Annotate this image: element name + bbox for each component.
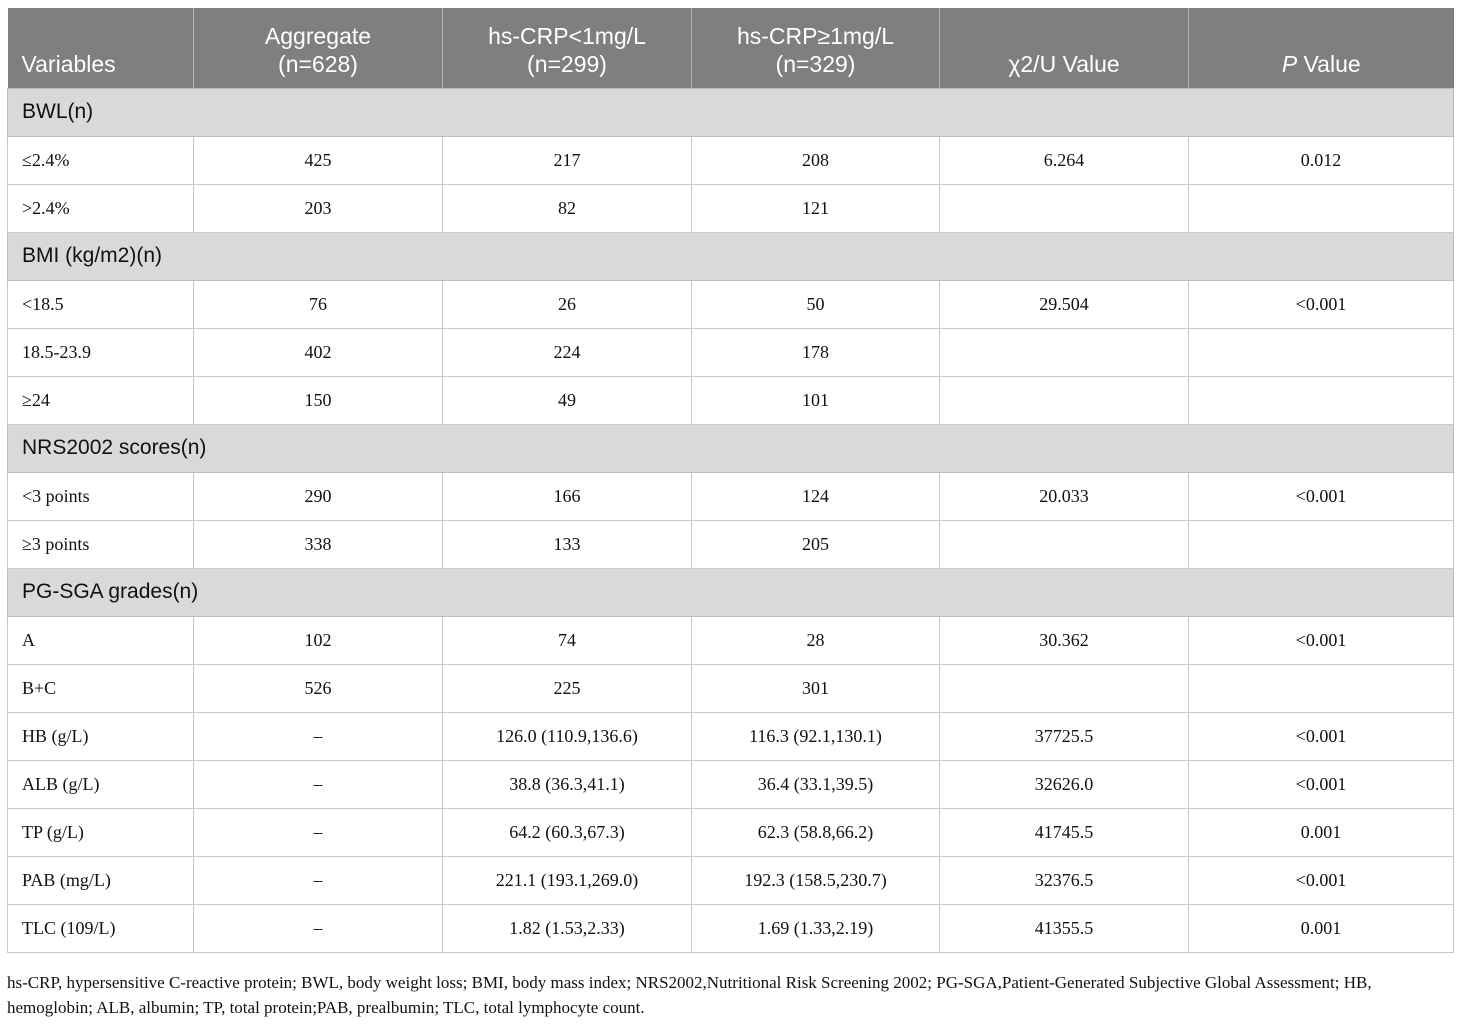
cell-high-crp: 62.3 (58.8,66.2) (692, 808, 940, 856)
section-row (8, 568, 1454, 616)
header-low-crp-line2: (n=299) (527, 50, 607, 77)
cell-low-crp: 26 (443, 280, 692, 328)
table-row (8, 280, 1454, 328)
table-row (8, 328, 1454, 376)
cell-aggregate: – (194, 712, 443, 760)
cell-variable: B+C (8, 664, 194, 712)
table-row (8, 376, 1454, 424)
header-variables: Variables (8, 8, 194, 88)
cell-high-crp: 178 (692, 328, 940, 376)
section-row (8, 232, 1454, 280)
cell-stat-value: 41745.5 (940, 808, 1189, 856)
table-row (8, 712, 1454, 760)
table-row (8, 472, 1454, 520)
table-row (8, 136, 1454, 184)
cell-variable: HB (g/L) (8, 712, 194, 760)
cell-high-crp: 28 (692, 616, 940, 664)
cell-high-crp: 101 (692, 376, 940, 424)
cell-low-crp: 217 (443, 136, 692, 184)
cell-stat-value: 41355.5 (940, 904, 1189, 952)
cell-p-value: <0.001 (1189, 760, 1454, 808)
cell-stat-value (940, 184, 1189, 232)
header-high-crp (692, 8, 940, 88)
header-aggregate-line1: Aggregate (264, 22, 372, 49)
cell-aggregate: 290 (194, 472, 443, 520)
cell-variable: ≥3 points (8, 520, 194, 568)
table-row (8, 520, 1454, 568)
cell-high-crp: 50 (692, 280, 940, 328)
cell-aggregate: 526 (194, 664, 443, 712)
cell-stat-value (940, 376, 1189, 424)
table-row (8, 664, 1454, 712)
cell-variable: PAB (mg/L) (8, 856, 194, 904)
cell-stat-value: 20.033 (940, 472, 1189, 520)
section-row (8, 88, 1454, 136)
header-low-crp (443, 8, 692, 88)
cell-aggregate: – (194, 856, 443, 904)
section-title: BWL(n) (8, 88, 1454, 136)
cell-high-crp: 192.3 (158.5,230.7) (692, 856, 940, 904)
table-header (8, 8, 1454, 88)
cell-stat-value: 6.264 (940, 136, 1189, 184)
cell-p-value: 0.001 (1189, 808, 1454, 856)
cell-variable: A (8, 616, 194, 664)
cell-variable: TLC (109/L) (8, 904, 194, 952)
cell-aggregate: 402 (194, 328, 443, 376)
table-row (8, 856, 1454, 904)
data-table-container (7, 8, 1453, 953)
cell-variable: <3 points (8, 472, 194, 520)
section-title: BMI (kg/m2)(n) (8, 232, 1454, 280)
cell-aggregate: – (194, 808, 443, 856)
table-row (8, 184, 1454, 232)
cell-p-value: <0.001 (1189, 856, 1454, 904)
cell-low-crp: 74 (443, 616, 692, 664)
cell-high-crp: 1.69 (1.33,2.19) (692, 904, 940, 952)
cell-stat-value: 32376.5 (940, 856, 1189, 904)
cell-stat-value: 37725.5 (940, 712, 1189, 760)
section-row (8, 424, 1454, 472)
cell-p-value: <0.001 (1189, 280, 1454, 328)
table-row (8, 808, 1454, 856)
header-high-crp-line1: hs-CRP≥1mg/L (736, 22, 895, 49)
header-aggregate (194, 8, 443, 88)
cell-high-crp: 301 (692, 664, 940, 712)
cell-variable: ≥24 (8, 376, 194, 424)
header-low-crp-line1: hs-CRP<1mg/L (488, 22, 646, 49)
cell-stat-value: 29.504 (940, 280, 1189, 328)
cell-low-crp: 224 (443, 328, 692, 376)
cell-variable: 18.5-23.9 (8, 328, 194, 376)
cell-variable: TP (g/L) (8, 808, 194, 856)
cell-stat-value: 30.362 (940, 616, 1189, 664)
cell-high-crp: 205 (692, 520, 940, 568)
section-title: NRS2002 scores(n) (8, 424, 1454, 472)
cell-aggregate: 150 (194, 376, 443, 424)
header-stat-value: χ2/U Value (940, 8, 1189, 88)
table-footnote: hs-CRP, hypersensitive C-reactive protein; BWL, body weight loss; BMI, body mass index; NRS2002,Nutritional Risk Screening 2002; PG-SGA,Patient-Generated Subjective Global Assessment; HB, hemoglobin; ALB, albumin; TP, total protein;PAB, prealbumin; TLC, total lymphocyte count. (7, 973, 1372, 1017)
cell-p-value: <0.001 (1189, 616, 1454, 664)
cell-p-value (1189, 664, 1454, 712)
cell-variable: >2.4% (8, 184, 194, 232)
cell-p-value (1189, 376, 1454, 424)
cell-aggregate: 425 (194, 136, 443, 184)
section-title: PG-SGA grades(n) (8, 568, 1454, 616)
cell-p-value: <0.001 (1189, 712, 1454, 760)
data-table (7, 8, 1454, 953)
cell-aggregate: – (194, 904, 443, 952)
table-body (8, 88, 1454, 952)
cell-stat-value (940, 664, 1189, 712)
cell-aggregate: 203 (194, 184, 443, 232)
cell-variable: ≤2.4% (8, 136, 194, 184)
cell-p-value (1189, 520, 1454, 568)
cell-high-crp: 121 (692, 184, 940, 232)
table-row (8, 760, 1454, 808)
header-high-crp-line2: (n=329) (775, 50, 856, 77)
cell-aggregate: – (194, 760, 443, 808)
cell-stat-value (940, 328, 1189, 376)
cell-low-crp: 1.82 (1.53,2.33) (443, 904, 692, 952)
cell-low-crp: 38.8 (36.3,41.1) (443, 760, 692, 808)
cell-p-value (1189, 184, 1454, 232)
cell-aggregate: 338 (194, 520, 443, 568)
cell-low-crp: 49 (443, 376, 692, 424)
cell-p-value: <0.001 (1189, 472, 1454, 520)
cell-p-value (1189, 328, 1454, 376)
cell-variable: <18.5 (8, 280, 194, 328)
cell-stat-value: 32626.0 (940, 760, 1189, 808)
header-p-value: P Value (1189, 8, 1454, 88)
cell-low-crp: 221.1 (193.1,269.0) (443, 856, 692, 904)
cell-low-crp: 126.0 (110.9,136.6) (443, 712, 692, 760)
cell-low-crp: 64.2 (60.3,67.3) (443, 808, 692, 856)
cell-high-crp: 36.4 (33.1,39.5) (692, 760, 940, 808)
table-row (8, 904, 1454, 952)
cell-low-crp: 133 (443, 520, 692, 568)
cell-high-crp: 124 (692, 472, 940, 520)
cell-high-crp: 208 (692, 136, 940, 184)
cell-low-crp: 166 (443, 472, 692, 520)
cell-stat-value (940, 520, 1189, 568)
cell-p-value: 0.001 (1189, 904, 1454, 952)
cell-p-value: 0.012 (1189, 136, 1454, 184)
table-row (8, 616, 1454, 664)
cell-variable: ALB (g/L) (8, 760, 194, 808)
cell-aggregate: 76 (194, 280, 443, 328)
cell-high-crp: 116.3 (92.1,130.1) (692, 712, 940, 760)
cell-low-crp: 82 (443, 184, 692, 232)
header-aggregate-line2: (n=628) (278, 50, 358, 77)
cell-low-crp: 225 (443, 664, 692, 712)
cell-aggregate: 102 (194, 616, 443, 664)
